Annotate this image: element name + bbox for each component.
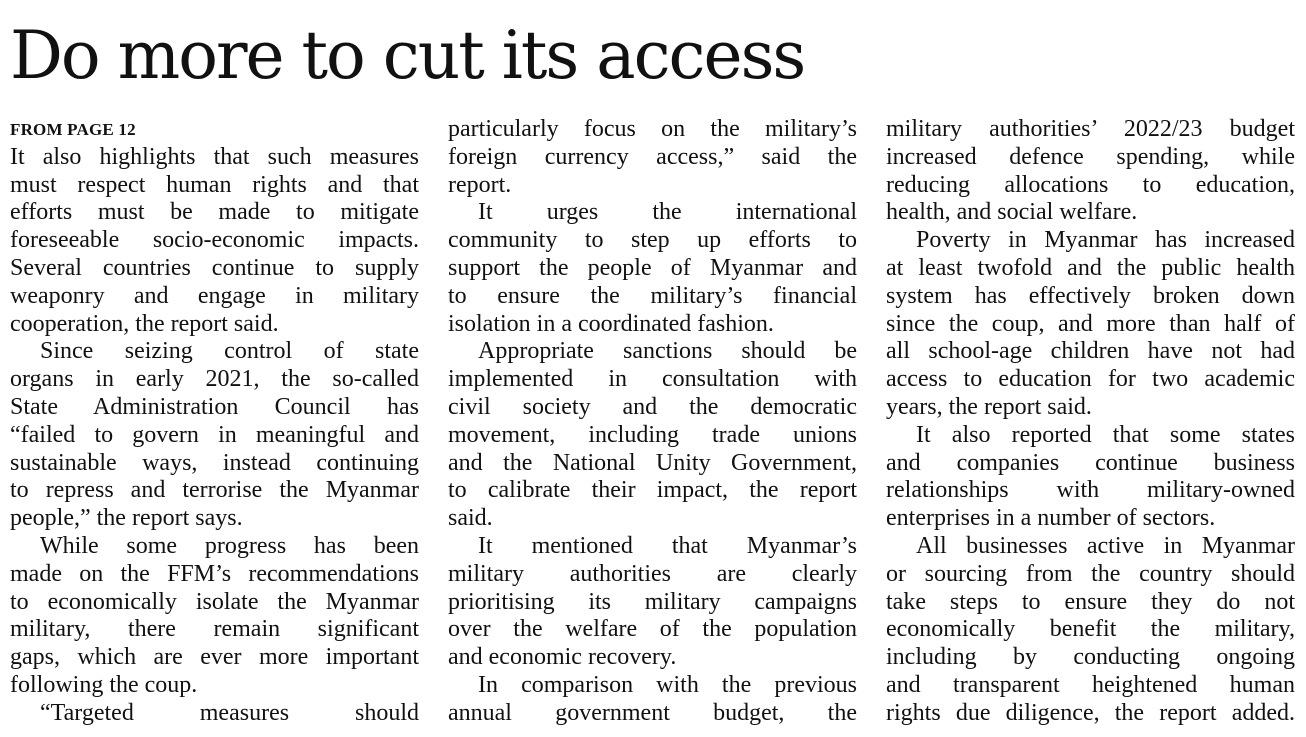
text-line: people,” the report says. (10, 505, 243, 532)
text-line: report. (448, 171, 512, 198)
text-line: annual government budget, the (448, 699, 857, 726)
text-line: to calibrate their impact, the report (448, 477, 857, 504)
text-line: isolation in a coordinated fashion. (448, 310, 774, 337)
text-line: including by conducting ongoing (886, 644, 1295, 671)
text-line: It also reported that some states (916, 421, 1295, 448)
text-line: or sourcing from the country should (886, 560, 1295, 587)
text-line: All businesses active in Myanmar (916, 532, 1295, 559)
text-line: military, there remain significant (10, 616, 419, 643)
text-line: following the coup. (10, 671, 198, 698)
text-line: support the people of Myanmar and (448, 254, 857, 281)
text-line: to repress and terrorise the Myanmar (10, 477, 419, 504)
text-line: organs in early 2021, the so-called (10, 366, 419, 393)
text-line: Poverty in Myanmar has increased (916, 227, 1295, 254)
text-line: community to step up efforts to (448, 227, 857, 254)
text-line: rights due diligence, the report added. (886, 699, 1295, 726)
article-column-1 (10, 116, 419, 728)
text-line: years, the report said. (886, 393, 1092, 420)
text-line: “Targeted measures should (40, 699, 419, 726)
text-line: economically benefit the military, (886, 616, 1295, 643)
text-line: foreseeable socio-economic impacts. (10, 227, 419, 254)
text-line: and companies continue business (886, 449, 1295, 476)
text-line: over the welfare of the population (448, 616, 857, 643)
text-line: and economic recovery. (448, 644, 677, 671)
text-line: civil society and the democratic (448, 393, 857, 420)
text-line: sustainable ways, instead continuing (10, 449, 419, 476)
text-line: Several countries continue to supply (10, 254, 419, 281)
text-line: “failed to govern in meaningful and (10, 421, 419, 448)
text-line: and transparent heightened human (886, 671, 1295, 698)
text-line: It urges the international (478, 199, 857, 226)
text-line: military authorities’ 2022/23 budget (886, 116, 1295, 142)
text-line: movement, including trade unions (448, 421, 857, 448)
article-column-2 (448, 116, 857, 728)
text-line: enterprises in a number of sectors. (886, 505, 1216, 532)
article-headline: Do more to cut its access (10, 17, 805, 94)
text-line: all school-age children have not had (886, 338, 1295, 365)
text-line: prioritising its military campaigns (448, 588, 857, 615)
text-line: Since seizing control of state (40, 338, 419, 365)
text-line: It mentioned that Myanmar’s (478, 532, 857, 559)
text-line: access to education for two academic (886, 366, 1295, 393)
text-line: weaponry and engage in military (10, 282, 419, 309)
text-line: relationships with military-owned (886, 477, 1295, 504)
text-line: health, and social welfare. (886, 199, 1138, 226)
text-line: since the coup, and more than half of (886, 310, 1295, 337)
text-line: While some progress has been (40, 532, 419, 559)
text-line: particularly focus on the military’s (448, 116, 857, 142)
text-line: to ensure the military’s financial (448, 282, 857, 309)
text-line: Appropriate sanctions should be (478, 338, 857, 365)
text-line: made on the FFM’s recommendations (10, 560, 419, 587)
text-line: State Administration Council has (10, 393, 419, 420)
text-line: take steps to ensure they do not (886, 588, 1295, 615)
text-line: at least twofold and the public health (886, 254, 1295, 281)
text-line: system has effectively broken down (886, 282, 1295, 309)
text-line: increased defence spending, while (886, 143, 1295, 170)
text-line: said. (448, 505, 493, 532)
text-line: implemented in consultation with (448, 366, 857, 393)
text-line: must respect human rights and that (10, 171, 419, 198)
continuation-kicker: FROM PAGE 12 (10, 120, 136, 139)
text-line: It also highlights that such measures (10, 143, 419, 170)
text-line: foreign currency access,” said the (448, 143, 857, 170)
text-line: to economically isolate the Myanmar (10, 588, 419, 615)
text-line: In comparison with the previous (478, 671, 857, 698)
text-line: and the National Unity Government, (448, 449, 857, 476)
text-line: gaps, which are ever more important (10, 644, 419, 671)
text-line: military authorities are clearly (448, 560, 857, 587)
article-column-3 (886, 116, 1295, 728)
text-line: cooperation, the report said. (10, 310, 279, 337)
text-line: efforts must be made to mitigate (10, 199, 419, 226)
text-line: reducing allocations to education, (886, 171, 1295, 198)
